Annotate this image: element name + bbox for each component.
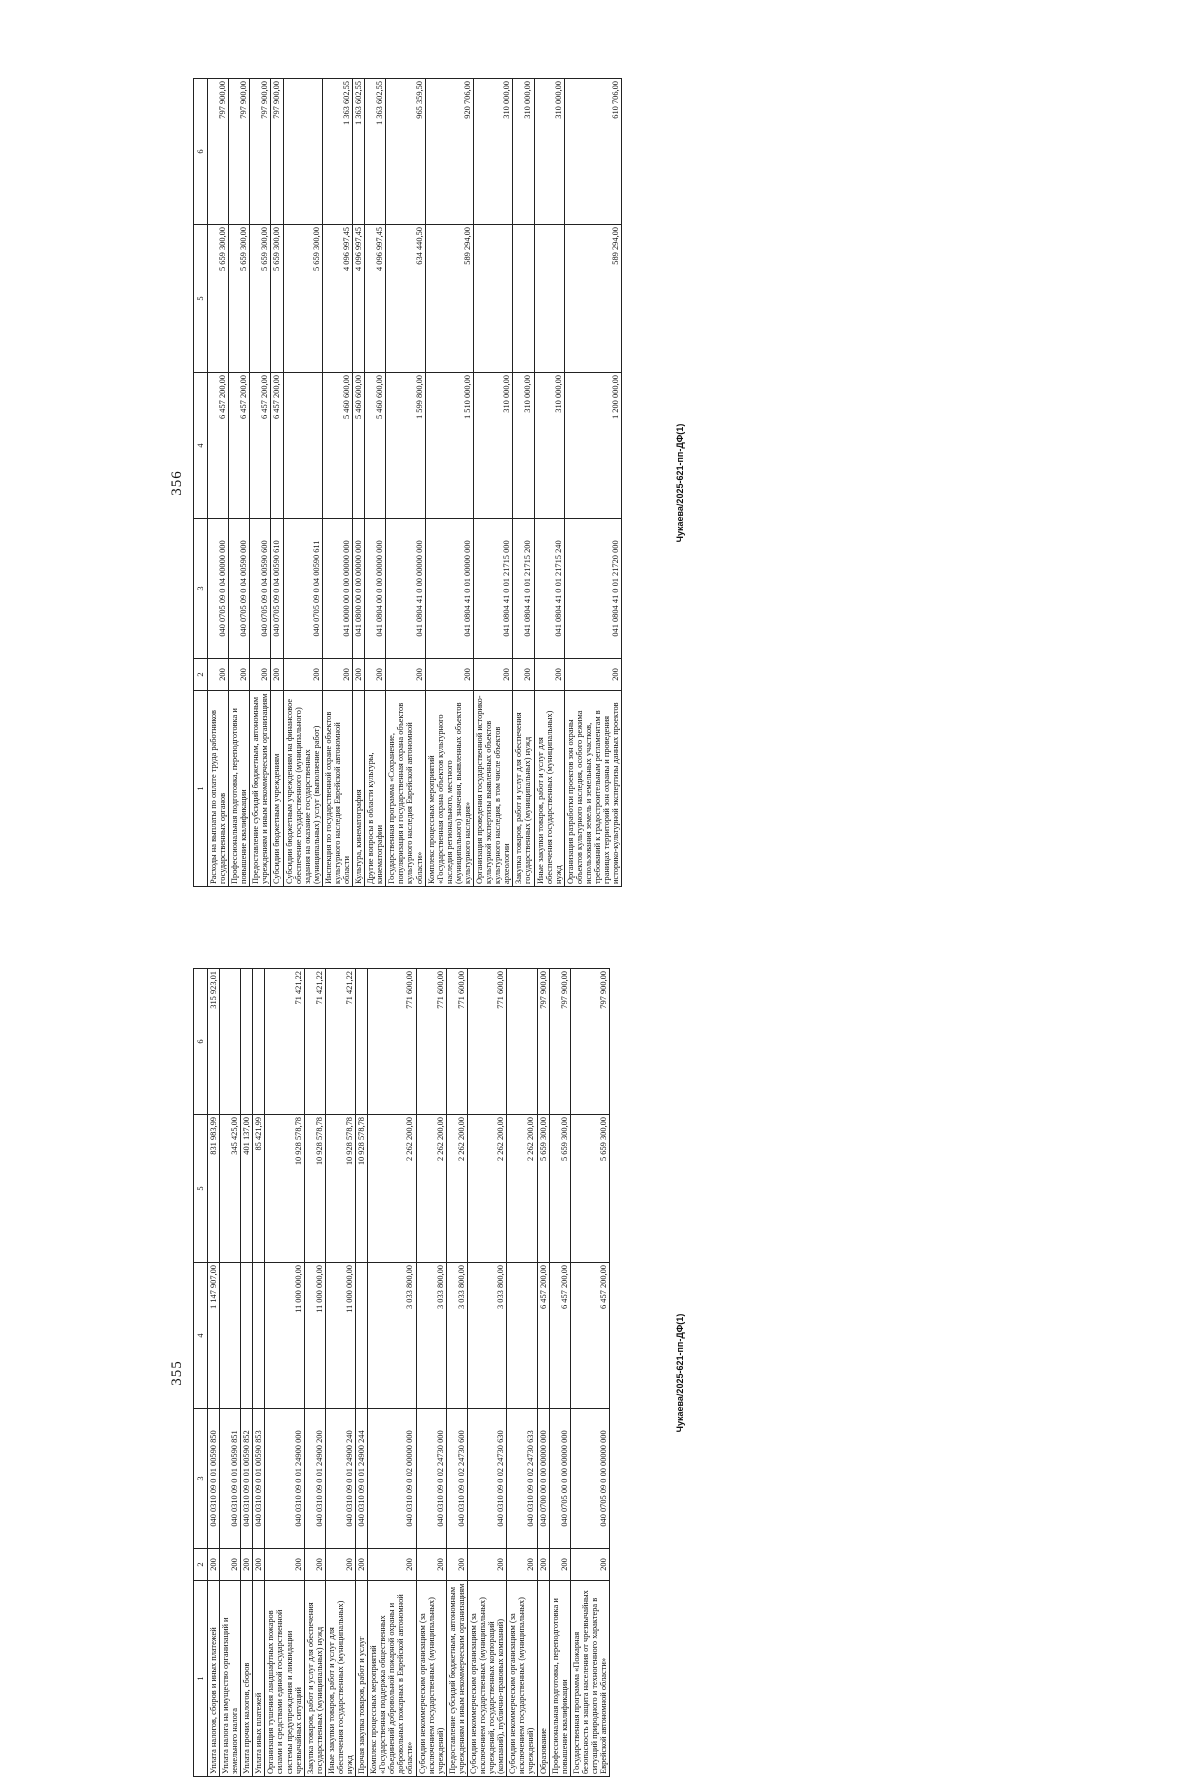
row-classification-cell: 040 0310 09 0 02 00000 000 (368, 1409, 416, 1549)
row-executed-cell: 2 262 200,00 (368, 1115, 416, 1263)
table-row (416, 969, 446, 1777)
row-approved-cell: 6 457 200,00 (271, 373, 283, 519)
row-unexecuted-cell: 771 600,00 (446, 969, 467, 1115)
document-footer: Чукаева/2025-621-пп-ДФ(1) (675, 1313, 685, 1433)
column-header: 1 (194, 691, 208, 887)
row-executed-cell: 345 425,00 (220, 1115, 241, 1263)
row-name-cell: Комплекс процессных мероприятий «Государственная поддержка общественных объединений добровольной пожарной охраны и добровольных пожарных в Еврейской автономной области» (368, 1581, 416, 1777)
row-code-cell: 200 (467, 1549, 506, 1581)
table-row (513, 79, 534, 887)
row-unexecuted-cell: 797 900,00 (271, 79, 283, 225)
row-executed-cell: 5 659 300,00 (208, 225, 229, 373)
row-code-cell: 200 (253, 1549, 265, 1581)
page-355-rotated (157, 955, 687, 1791)
row-name-cell: Субсидии некоммерческим организациям (за исключением государственных (муниципальных) учреждений, государственных корпораций (компаний), публично-правовых компаний) (467, 1581, 506, 1777)
row-name-cell: Уплата налогов, сборов и иных платежей (208, 1581, 220, 1777)
row-approved-cell: 6 457 200,00 (570, 1263, 609, 1409)
row-unexecuted-cell: 315 923,01 (208, 969, 220, 1115)
column-header: 2 (194, 1549, 208, 1581)
column-header: 3 (194, 519, 208, 659)
row-classification-cell: 041 0804 41 0 01 21715 240 (534, 519, 564, 659)
row-approved-cell: 6 457 200,00 (549, 1263, 570, 1409)
row-code-cell: 200 (229, 659, 250, 691)
row-classification-cell: 041 0804 41 0 00 00000 000 (386, 519, 425, 659)
row-code-cell: 200 (208, 659, 229, 691)
row-classification-cell: 040 0705 09 0 04 00590 610 (271, 519, 283, 659)
row-executed-cell: 5 659 300,00 (271, 225, 283, 373)
column-header: 4 (194, 373, 208, 519)
row-approved-cell: 11 000 000,00 (265, 1263, 304, 1409)
row-unexecuted-cell: 797 900,00 (549, 969, 570, 1115)
row-approved-cell: 3 033 800,00 (446, 1263, 467, 1409)
row-classification-cell: 040 0705 00 0 00 00000 000 (549, 1409, 570, 1549)
row-code-cell: 200 (537, 1549, 549, 1581)
column-header: 5 (194, 225, 208, 373)
row-unexecuted-cell (220, 969, 241, 1115)
row-name-cell: Профессиональная подготовка, переподготовка и повышение квалификации (549, 1581, 570, 1777)
row-classification-cell: 040 0705 09 0 04 00000 000 (208, 519, 229, 659)
row-unexecuted-cell: 610 706,00 (564, 79, 621, 225)
table-row (325, 969, 355, 1777)
table-row (265, 969, 304, 1777)
table-row (304, 969, 325, 1777)
row-executed-cell: 5 659 300,00 (229, 225, 250, 373)
row-name-cell: Уплата прочих налогов, сборов (241, 1581, 253, 1777)
row-unexecuted-cell: 965 359,50 (386, 79, 425, 225)
row-name-cell: Субсидии некоммерческим организациям (за исключением государственных (муниципальных) учреждений) (507, 1581, 537, 1777)
row-approved-cell: 6 457 200,00 (229, 373, 250, 519)
table-row (283, 79, 322, 887)
table-row (467, 969, 506, 1777)
row-approved-cell: 1 599 800,00 (386, 373, 425, 519)
row-classification-cell: 040 0705 09 0 04 00590 600 (250, 519, 271, 659)
row-approved-cell: 1 147 907,00 (208, 1263, 220, 1409)
row-executed-cell: 2 262 200,00 (507, 1115, 537, 1263)
row-approved-cell: 310 000,00 (513, 373, 534, 519)
row-classification-cell: 040 0310 09 0 01 24900 244 (356, 1409, 368, 1549)
row-code-cell: 200 (353, 659, 365, 691)
row-executed-cell: 634 440,50 (386, 225, 425, 373)
row-executed-cell: 85 421,99 (253, 1115, 265, 1263)
table-row (537, 969, 549, 1777)
row-code-cell: 200 (365, 659, 386, 691)
row-unexecuted-cell: 797 900,00 (208, 79, 229, 225)
row-code-cell: 200 (507, 1549, 537, 1581)
row-name-cell: Организация тушения ландшафтных пожаров силами и средствами единой государственной системы предупреждения и ликвидации чрезвычайных ситуаций (265, 1581, 304, 1777)
row-approved-cell: 3 033 800,00 (467, 1263, 506, 1409)
row-code-cell: 200 (446, 1549, 467, 1581)
row-approved-cell (356, 1263, 368, 1409)
row-unexecuted-cell: 310 000,00 (534, 79, 564, 225)
row-approved-cell: 3 033 800,00 (416, 1263, 446, 1409)
row-approved-cell: 6 457 200,00 (537, 1263, 549, 1409)
row-approved-cell: 3 033 800,00 (368, 1263, 416, 1409)
row-classification-cell: 040 0310 09 0 02 24730 633 (507, 1409, 537, 1549)
row-executed-cell: 4 096 997,45 (365, 225, 386, 373)
row-executed-cell: 10 928 578,78 (356, 1115, 368, 1263)
page-356 (4, 81, 840, 884)
table-row (570, 969, 609, 1777)
row-executed-cell: 589 294,00 (564, 225, 621, 373)
row-approved-cell: 11 000 000,00 (325, 1263, 355, 1409)
row-code-cell: 200 (564, 659, 621, 691)
row-unexecuted-cell (241, 969, 253, 1115)
table-row (208, 969, 220, 1777)
row-executed-cell: 5 659 300,00 (250, 225, 271, 373)
row-classification-cell: 040 0310 09 0 01 00590 850 (208, 1409, 220, 1549)
table-header-row (194, 969, 208, 1777)
row-name-cell: Организация проведения государственной историко-культурной экспертизы выявленных объектов культурного наследия, в том числе объектов археологии (474, 691, 513, 887)
page-355 (4, 971, 840, 1774)
row-name-cell: Закупка товаров, работ и услуг для обеспечения государственных (муниципальных) нужд (304, 1581, 325, 1777)
row-unexecuted-cell: 310 000,00 (513, 79, 534, 225)
row-classification-cell: 040 0310 09 0 01 24900 200 (304, 1409, 325, 1549)
row-executed-cell: 401 137,00 (241, 1115, 253, 1263)
table-row (356, 969, 368, 1777)
row-name-cell: Предоставление субсидий бюджетным, автономным учреждениям и иным некоммерческим организациям (446, 1581, 467, 1777)
row-approved-cell: 6 457 200,00 (250, 373, 271, 519)
row-name-cell: Иные закупки товаров, работ и услуг для обеспечения государственных (муниципальных) нужд (325, 1581, 355, 1777)
row-unexecuted-cell: 71 421,22 (265, 969, 304, 1115)
row-classification-cell: 041 0804 00 0 00 00000 000 (365, 519, 386, 659)
row-code-cell: 200 (386, 659, 425, 691)
row-executed-cell: 5 659 300,00 (283, 225, 322, 373)
row-name-cell: Культура, кинематография (353, 691, 365, 887)
table-row (425, 79, 473, 887)
row-code-cell: 200 (322, 659, 352, 691)
column-header: 6 (194, 969, 208, 1115)
row-unexecuted-cell: 71 421,22 (304, 969, 325, 1115)
row-code-cell: 200 (250, 659, 271, 691)
row-executed-cell: 5 659 300,00 (537, 1115, 549, 1263)
row-approved-cell: 5 460 600,00 (322, 373, 352, 519)
row-name-cell: Государственная программа «Сохранение, популяризация и государственная охрана объектов культурного наследия Еврейской автономной области» (386, 691, 425, 887)
row-executed-cell: 2 262 200,00 (467, 1115, 506, 1263)
row-classification-cell: 041 0800 00 0 00 00000 000 (353, 519, 365, 659)
row-unexecuted-cell: 71 421,22 (325, 969, 355, 1115)
row-unexecuted-cell (253, 969, 265, 1115)
row-classification-cell: 040 0310 09 0 02 24730 600 (446, 1409, 467, 1549)
row-name-cell: Уплата налога на имущество организаций и земельного налога (220, 1581, 241, 1777)
row-unexecuted-cell: 771 600,00 (368, 969, 416, 1115)
row-name-cell: Образование (537, 1581, 549, 1777)
row-executed-cell: 831 983,99 (208, 1115, 220, 1263)
page-356-rotated (157, 65, 687, 901)
row-name-cell: Предоставление субсидий бюджетным, автономным учреждениям и иным некоммерческим организациям (250, 691, 271, 887)
row-classification-cell: 040 0310 09 0 01 00590 852 (241, 1409, 253, 1549)
table-header-row (194, 79, 208, 887)
row-unexecuted-cell: 920 706,00 (425, 79, 473, 225)
row-code-cell: 200 (304, 1549, 325, 1581)
row-executed-cell: 10 928 578,78 (325, 1115, 355, 1263)
row-executed-cell (474, 225, 513, 373)
row-executed-cell: 4 096 997,45 (322, 225, 352, 373)
table-row (534, 79, 564, 887)
row-classification-cell: 040 0700 00 0 00 00000 000 (537, 1409, 549, 1549)
row-name-cell: Организация разработки проектов зон охраны объектов культурного наследия, особого режима использования земель и земельных участков, требований к градостроительным регламентам в границах территорий зон охраны и проведения историко-культурной экспертизы данных проектов (564, 691, 621, 887)
row-unexecuted-cell: 771 600,00 (416, 969, 446, 1115)
column-header: 6 (194, 79, 208, 225)
table-row (446, 969, 467, 1777)
row-unexecuted-cell (356, 969, 368, 1115)
row-unexecuted-cell: 797 900,00 (250, 79, 271, 225)
row-approved-cell: 1 510 000,00 (425, 373, 473, 519)
table-row (253, 969, 265, 1777)
row-unexecuted-cell: 797 900,00 (229, 79, 250, 225)
row-unexecuted-cell (283, 79, 322, 225)
row-approved-cell (283, 373, 322, 519)
row-approved-cell: 6 457 200,00 (208, 373, 229, 519)
row-classification-cell: 041 0000 00 0 00 00000 000 (322, 519, 352, 659)
row-classification-cell: 041 0804 41 0 01 21715 200 (513, 519, 534, 659)
row-classification-cell: 040 0705 09 0 04 00590 611 (283, 519, 322, 659)
row-name-cell: Прочая закупка товаров, работ и услуг (356, 1581, 368, 1777)
row-code-cell: 200 (356, 1549, 368, 1581)
row-code-cell: 200 (368, 1549, 416, 1581)
row-unexecuted-cell: 1 363 602,55 (365, 79, 386, 225)
row-classification-cell: 040 0310 09 0 02 24730 000 (416, 1409, 446, 1549)
row-classification-cell: 040 0310 09 0 01 00590 853 (253, 1409, 265, 1549)
row-unexecuted-cell: 310 000,00 (474, 79, 513, 225)
row-code-cell: 200 (265, 1549, 304, 1581)
document-footer: Чукаева/2025-621-пп-ДФ(1) (675, 423, 685, 543)
table-row (250, 79, 271, 887)
table-row (564, 79, 621, 887)
table-row (322, 79, 352, 887)
row-executed-cell: 589 294,00 (425, 225, 473, 373)
table-row (271, 79, 283, 887)
column-header: 5 (194, 1115, 208, 1263)
row-classification-cell: 041 0804 41 0 01 21720 000 (564, 519, 621, 659)
row-code-cell: 200 (425, 659, 473, 691)
row-executed-cell: 5 659 300,00 (549, 1115, 570, 1263)
row-name-cell: Закупка товаров, работ и услуг для обеспечения государственных (муниципальных) нужд (513, 691, 534, 887)
row-unexecuted-cell: 1 363 602,55 (353, 79, 365, 225)
row-name-cell: Субсидии некоммерческим организациям (за исключением государственных (муниципальных) учреждений) (416, 1581, 446, 1777)
table-row (365, 79, 386, 887)
row-classification-cell: 040 0310 09 0 01 24900 000 (265, 1409, 304, 1549)
row-classification-cell: 040 0310 09 0 02 24730 630 (467, 1409, 506, 1549)
column-header: 2 (194, 659, 208, 691)
row-code-cell: 200 (325, 1549, 355, 1581)
row-name-cell: Комплекс процессных мероприятий «Государственная охрана объектов культурного наследия регионального, местного (муниципального) значения, выявленных объектов культурного наследия» (425, 691, 473, 887)
row-executed-cell: 2 262 200,00 (416, 1115, 446, 1263)
row-unexecuted-cell: 797 900,00 (570, 969, 609, 1115)
row-approved-cell: 11 000 000,00 (304, 1263, 325, 1409)
row-executed-cell: 5 659 300,00 (570, 1115, 609, 1263)
row-executed-cell: 2 262 200,00 (446, 1115, 467, 1263)
row-code-cell: 200 (570, 1549, 609, 1581)
row-code-cell: 200 (416, 1549, 446, 1581)
page-number: 356 (169, 470, 185, 496)
row-name-cell: Инспекция по государственной охране объектов культурного наследия Еврейской автономной области (322, 691, 352, 887)
budget-table (193, 78, 622, 887)
row-executed-cell: 4 096 997,45 (353, 225, 365, 373)
row-classification-cell: 040 0310 09 0 01 24900 240 (325, 1409, 355, 1549)
page-number: 355 (169, 1360, 185, 1386)
row-code-cell: 200 (534, 659, 564, 691)
row-name-cell: Государственная программа «Пожарная безопасность и защита населения от чрезвычайных ситуаций природного и техногенного характера в Еврейской автономной области» (570, 1581, 609, 1777)
row-classification-cell: 041 0804 41 0 01 00000 000 (425, 519, 473, 659)
row-name-cell: Уплата иных платежей (253, 1581, 265, 1777)
row-executed-cell (534, 225, 564, 373)
row-name-cell: Расходы на выплаты по оплате труда работников государственных органов (208, 691, 229, 887)
row-name-cell: Субсидии бюджетным учреждениям на финансовое обеспечение государственного (муниципального) задания на оказание государственных (муниципальных) услуг (выполнение работ) (283, 691, 322, 887)
row-unexecuted-cell (507, 969, 537, 1115)
table-row (549, 969, 570, 1777)
budget-table (193, 968, 610, 1777)
row-code-cell: 200 (474, 659, 513, 691)
row-executed-cell: 10 928 578,78 (304, 1115, 325, 1263)
row-classification-cell: 040 0310 09 0 01 00590 851 (220, 1409, 241, 1549)
row-code-cell: 200 (513, 659, 534, 691)
row-approved-cell (220, 1263, 241, 1409)
row-unexecuted-cell: 1 363 602,55 (322, 79, 352, 225)
row-approved-cell: 5 460 600,00 (365, 373, 386, 519)
row-name-cell: Иные закупки товаров, работ и услуг для обеспечения государственных (муниципальных) нужд (534, 691, 564, 887)
row-unexecuted-cell: 797 900,00 (537, 969, 549, 1115)
row-code-cell: 200 (271, 659, 283, 691)
row-approved-cell: 5 460 600,00 (353, 373, 365, 519)
row-unexecuted-cell: 771 600,00 (467, 969, 506, 1115)
row-code-cell: 200 (549, 1549, 570, 1581)
row-approved-cell: 310 000,00 (534, 373, 564, 519)
column-header: 1 (194, 1581, 208, 1777)
row-executed-cell: 10 928 578,78 (265, 1115, 304, 1263)
row-approved-cell (241, 1263, 253, 1409)
row-approved-cell: 310 000,00 (474, 373, 513, 519)
table-row (229, 79, 250, 887)
table-row (507, 969, 537, 1777)
row-classification-cell: 040 0705 09 0 04 00590 000 (229, 519, 250, 659)
row-classification-cell: 040 0705 09 0 00 00000 000 (570, 1409, 609, 1549)
row-approved-cell (253, 1263, 265, 1409)
table-row (220, 969, 241, 1777)
row-code-cell: 200 (241, 1549, 253, 1581)
table-row (474, 79, 513, 887)
table-row (353, 79, 365, 887)
row-name-cell: Субсидии бюджетным учреждениям (271, 691, 283, 887)
row-name-cell: Профессиональная подготовка, переподготовка и повышение квалификации (229, 691, 250, 887)
row-code-cell: 200 (220, 1549, 241, 1581)
row-executed-cell (513, 225, 534, 373)
row-classification-cell: 041 0804 41 0 01 21715 000 (474, 519, 513, 659)
row-approved-cell: 1 200 000,00 (564, 373, 621, 519)
column-header: 4 (194, 1263, 208, 1409)
row-code-cell: 200 (283, 659, 322, 691)
table-row (208, 79, 229, 887)
table-row (386, 79, 425, 887)
table-row (241, 969, 253, 1777)
column-header: 3 (194, 1409, 208, 1549)
row-name-cell: Другие вопросы в области культуры, кинематографии (365, 691, 386, 887)
table-row (368, 969, 416, 1777)
row-approved-cell (507, 1263, 537, 1409)
row-code-cell: 200 (208, 1549, 220, 1581)
